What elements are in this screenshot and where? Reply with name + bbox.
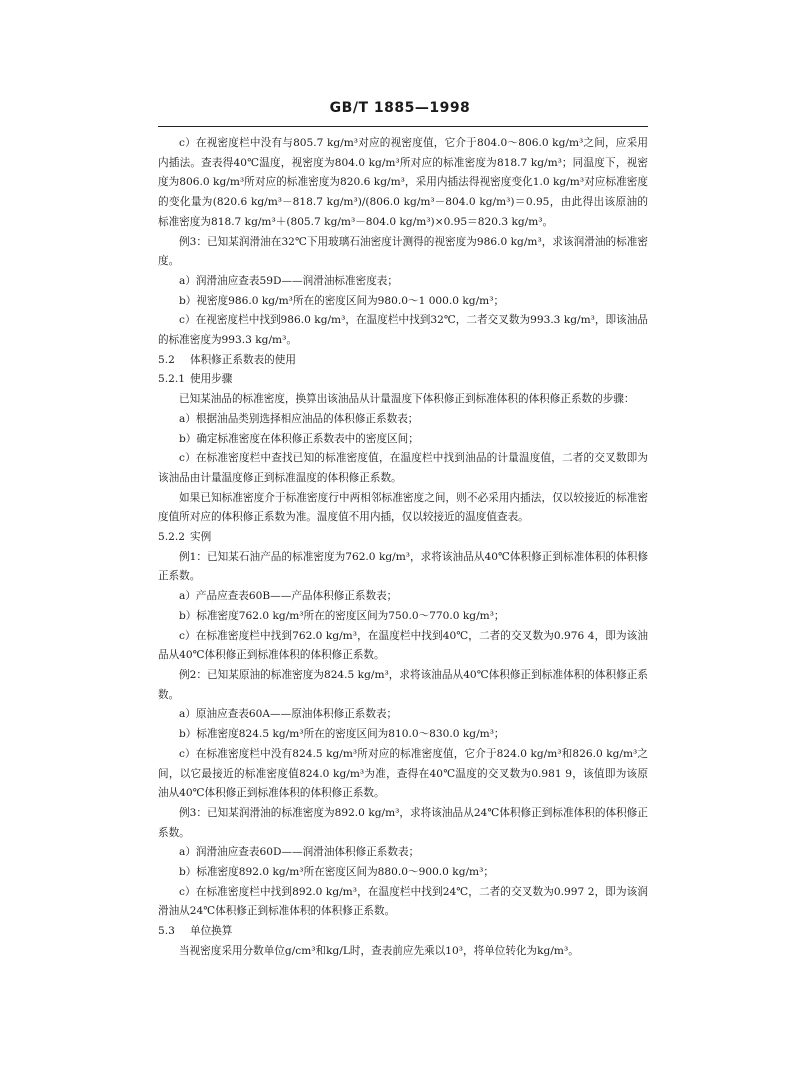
steps-intro: 已知某油品的标准密度，换算出该油品从计量温度下体积修正到标准体积的体积修正系数的步骤： [179, 393, 635, 406]
section-5-2-1-heading [158, 370, 648, 390]
example-3b-statement: 例3：已知某润滑油的标准密度为892.0 kg/m³，求将该油品从24℃体积修正到标准体积的体积修正系数。 [158, 806, 648, 839]
section-title: 使用步骤 [190, 373, 233, 386]
example-3b-step-c: c）在标准密度栏中找到892.0 kg/m³，在温度栏中找到24℃，二者的交叉数为0.997 2，即为该润滑油从24℃体积修正到标准体积的体积修正系数。 [158, 885, 648, 918]
section-5-3-heading [158, 922, 648, 942]
example-1-statement: 例1：已知某石油产品的标准密度为762.0 kg/m³，求将该油品从40℃体积修正到标准体积的体积修正系数。 [158, 550, 648, 583]
header-rule [158, 126, 648, 127]
section-number: 5.2.1 [158, 373, 185, 386]
example-3-step-b: b）视密度986.0 kg/m³所在的密度区间为980.0～1 000.0 kg/m³； [179, 294, 505, 307]
example-1-step-a: a）产品应查表60B——产品体积修正系数表； [179, 590, 398, 603]
standard-code-header: GB/T 1885—1998 [329, 100, 471, 116]
example-1-step-b: b）标准密度762.0 kg/m³所在的密度区间为750.0～770.0 kg/m³； [179, 609, 505, 622]
section-number: 5.2 [158, 353, 175, 366]
example-2-step-c: c）在标准密度栏中没有824.5 kg/m³所对应的标准密度值，它介于824.0 kg/m³和826.0 kg/m³之间，以它最接近的标准密度值824.0 kg/m³为准，查得在40℃温度的交叉数为0.981 9，该值即为该原油从40℃体积修正到标准体积的体积修正系数。 [158, 747, 648, 800]
example-3b-step-a: a）润滑油应查表60D——润滑油体积修正系数表； [179, 846, 420, 859]
document-body [158, 134, 648, 962]
example-3-statement: 例3：已知某润滑油在32℃下用玻璃石油密度计测得的视密度为986.0 kg/m³，求该润滑油的标准密度。 [158, 235, 648, 268]
example-2-step-a: a）原油应查表60A——原油体积修正系数表； [179, 708, 398, 721]
example-2-step-b: b）标准密度824.5 kg/m³所在的密度区间为810.0～830.0 kg/m³； [179, 728, 505, 741]
example-1-step-c: c）在标准密度栏中找到762.0 kg/m³，在温度栏中找到40℃，二者的交叉数为0.976 4，即为该油品从40℃体积修正到标准体积的体积修正系数。 [158, 629, 648, 662]
section-title: 体积修正系数表的使用 [190, 353, 296, 366]
section-number: 5.2.2 [158, 531, 185, 544]
section-5-2-2-heading [158, 528, 648, 548]
step-a: a）根据油品类别选择相应油品的体积修正系数表； [179, 412, 419, 425]
section-title: 实例 [190, 531, 212, 544]
example-3-step-c: c）在视密度栏中找到986.0 kg/m³，在温度栏中找到32℃，二者交叉数为993.3 kg/m³，即该油品的标准密度为993.3 kg/m³。 [158, 314, 648, 347]
steps-note: 如果已知标准密度介于标准密度行中两相邻标准密度之间，则不必采用内插法，仅以较接近的标准密度值所对应的体积修正系数为准。温度值不用内插，仅以较接近的温度值查表。 [158, 491, 648, 524]
unit-conversion-text: 当视密度采用分数单位g/cm³和kg/L时，查表前应先乘以10³，将单位转化为kg/m³。 [179, 944, 579, 957]
section-number: 5.3 [158, 925, 175, 938]
section-title: 单位换算 [190, 925, 233, 938]
example-2-statement: 例2：已知某原油的标准密度为824.5 kg/m³，求将该油品从40℃体积修正到标准体积的体积修正系数。 [158, 668, 648, 701]
paragraph-c-interpolation: c）在视密度栏中没有与805.7 kg/m³对应的视密度值，它介于804.0～806.0 kg/m³之间，应采用内插法。查表得40℃温度，视密度为804.0 kg/m³所对应的标准密度为818.7 kg/m³；同温度下，视密度为806.0 kg/m³所对应的标准密度为820.6 kg/m³，采用内插法得视密度变化1.0 kg/m³对应标准密度的变化量为(820.6 kg/m³－818.7 kg/m³)/(806.0 kg/m³－804.0 kg/m³)＝0.95，由此得出该原油的标准密度为818.7 kg/m³＋(805.7 kg/m³－804.0 kg/m³)×0.95＝820.3 kg/m³。 [158, 137, 648, 228]
section-5-2-heading [158, 351, 648, 371]
example-3-step-a: a）润滑油应查表59D——润滑油标准密度表； [179, 274, 398, 287]
example-3b-step-b: b）标准密度892.0 kg/m³所在密度区间为880.0～900.0 kg/m³； [179, 866, 494, 879]
step-c: c）在标准密度栏中查找已知的标准密度值，在温度栏中找到油品的计量温度值，二者的交叉数即为该油品由计量温度修正到标准温度的体积修正系数。 [158, 452, 648, 484]
step-b: b）确定标准密度在体积修正系数表中的密度区间； [179, 432, 419, 445]
